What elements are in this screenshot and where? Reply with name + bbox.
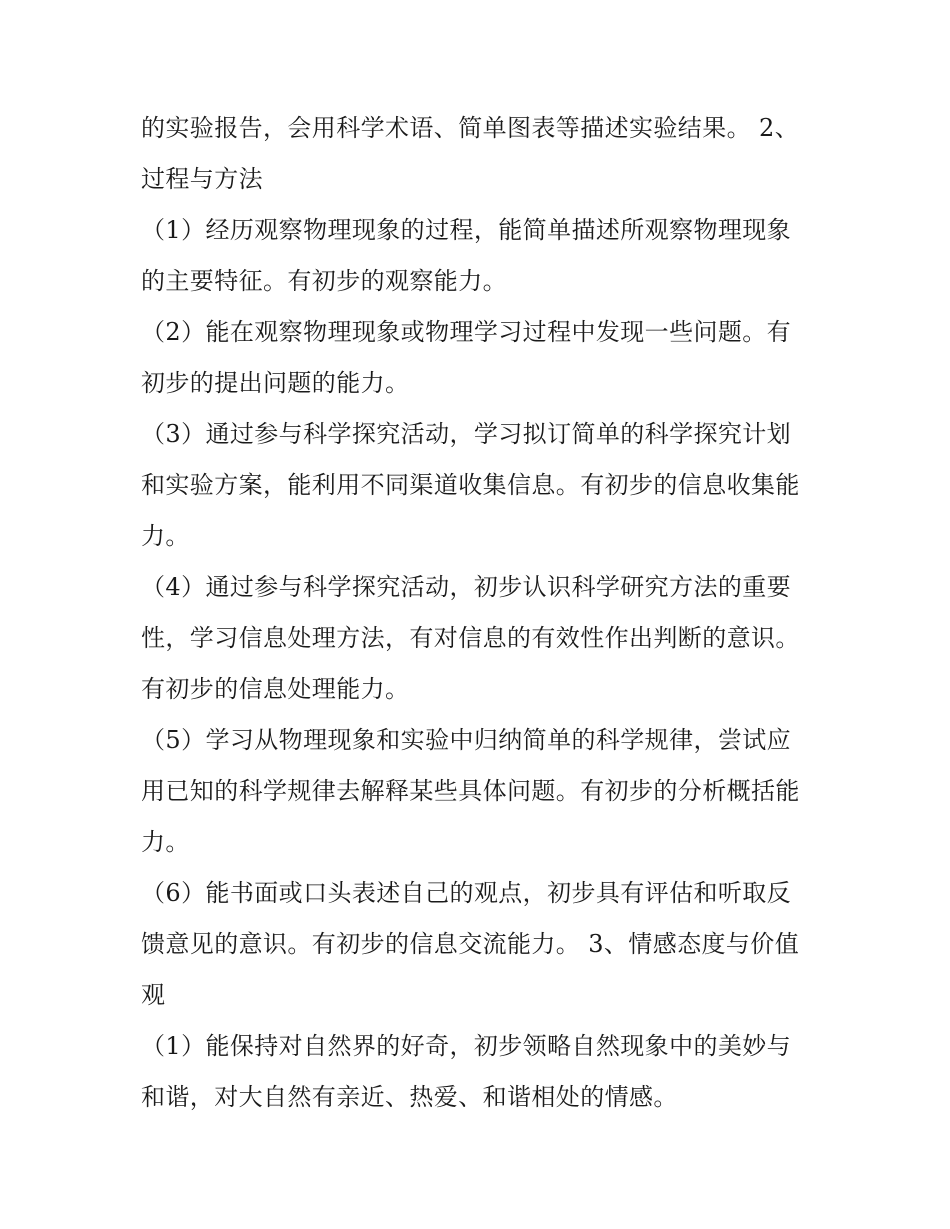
- text-line: （4）通过参与科学探究活动，初步认识科学研究方法的重要: [141, 573, 792, 601]
- text-line: 初步的提出问题的能力。: [141, 369, 410, 397]
- text-line: （5）学习从物理现象和实验中归纳简单的科学规律，尝试应: [141, 726, 792, 754]
- text-line: （1）能保持对自然界的好奇，初步领略自然现象中的美妙与: [141, 1032, 792, 1060]
- text-line: （1）经历观察物理现象的过程，能简单描述所观察物理现象: [141, 216, 792, 244]
- body-text: [141, 103, 821, 1123]
- text-line: （2）能在观察物理现象或物理学习过程中发现一些问题。有: [141, 318, 792, 346]
- text-line: 有初步的信息处理能力。: [141, 675, 410, 703]
- text-line: 馈意见的意识。有初步的信息交流能力。 3、情感态度与价值: [141, 930, 800, 958]
- text-line: （3）通过参与科学探究活动，学习拟订简单的科学探究计划: [141, 420, 792, 448]
- text-line: 和实验方案，能利用不同渠道收集信息。有初步的信息收集能: [141, 471, 800, 499]
- text-line: （6）能书面或口头表述自己的观点，初步具有评估和听取反: [141, 879, 792, 907]
- text-line: 用已知的科学规律去解释某些具体问题。有初步的分析概括能: [141, 777, 800, 805]
- text-line: 观: [141, 981, 166, 1009]
- text-line: 和谐，对大自然有亲近、热爱、和谐相处的情感。: [141, 1083, 678, 1111]
- text-line: 力。: [141, 828, 190, 856]
- text-line: 性，学习信息处理方法，有对信息的有效性作出判断的意识。: [141, 624, 800, 652]
- text-line: 力。: [141, 522, 190, 550]
- text-line: 的实验报告，会用科学术语、简单图表等描述实验结果。 2、: [141, 114, 800, 142]
- text-line: 过程与方法: [141, 165, 263, 193]
- text-line: 的主要特征。有初步的观察能力。: [141, 267, 507, 295]
